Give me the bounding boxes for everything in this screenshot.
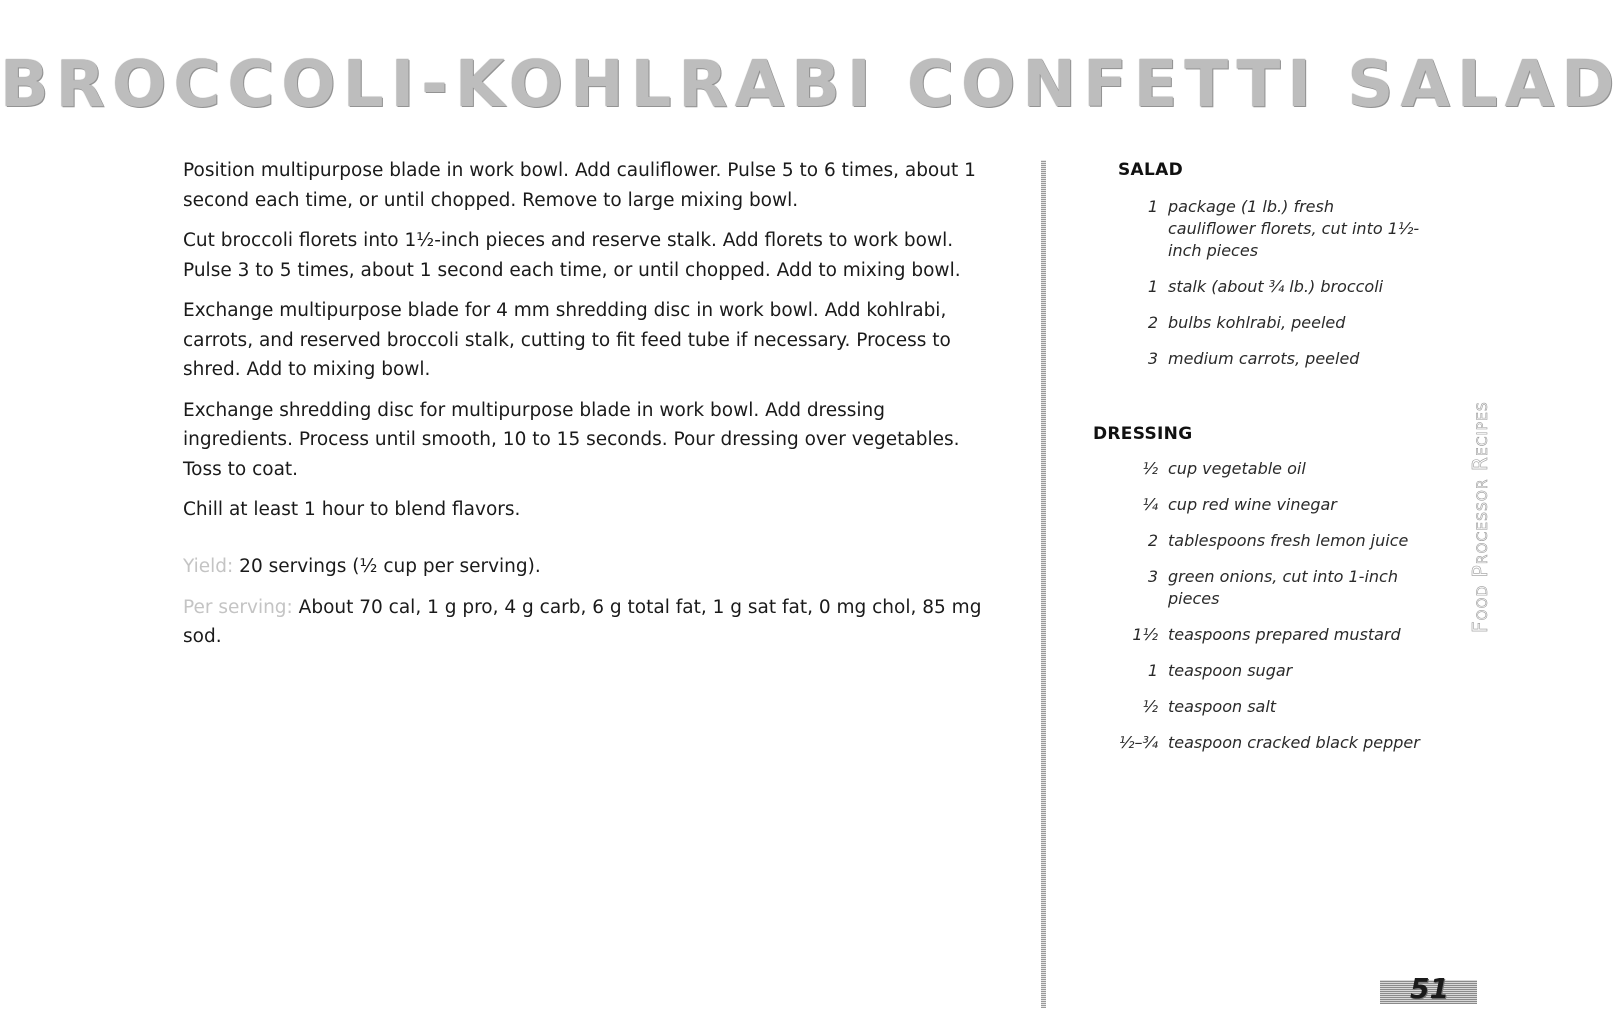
dressing-heading: DRESSING bbox=[1093, 424, 1193, 444]
recipe-title: BROCCOLI-KOHLRABI CONFETTI SALAD bbox=[0, 48, 1621, 122]
ingredient-row bbox=[1100, 312, 1420, 334]
ingredient-desc: teaspoon sugar bbox=[1168, 661, 1293, 680]
ingredient-row bbox=[1100, 458, 1420, 480]
salad-ingredients bbox=[1100, 196, 1420, 384]
ingredient-desc: tablespoons fresh lemon juice bbox=[1168, 531, 1409, 550]
ingredient-desc: cup vegetable oil bbox=[1168, 459, 1306, 478]
ingredient-desc: green onions, cut into 1-inch pieces bbox=[1168, 567, 1398, 608]
ingredient-desc: cup red wine vinegar bbox=[1168, 495, 1337, 514]
ingredient-row bbox=[1100, 494, 1420, 516]
direction-step-1: Position multipurpose blade in work bowl. Add cauliflower. Pulse 5 to 6 times, about 1 second each time, or until chopped. Remove to large mixing bowl. bbox=[183, 160, 976, 211]
page-number: 51 bbox=[1410, 972, 1449, 1005]
ingredient-desc: medium carrots, peeled bbox=[1168, 349, 1360, 368]
per-serving-line bbox=[183, 593, 983, 652]
ingredient-row bbox=[1100, 530, 1420, 552]
ingredient-qty: 2 bbox=[1147, 531, 1158, 550]
ingredient-row bbox=[1100, 196, 1420, 262]
ingredient-qty: 1 bbox=[1147, 661, 1158, 680]
ingredient-row bbox=[1100, 660, 1420, 682]
per-serving-label: Per serving: bbox=[183, 596, 293, 618]
section-side-label: Food Processor Recipes bbox=[1468, 401, 1492, 633]
ingredient-qty: ¼ bbox=[1142, 495, 1158, 514]
ingredient-desc: bulbs kohlrabi, peeled bbox=[1168, 313, 1346, 332]
ingredient-row bbox=[1100, 348, 1420, 370]
direction-step-4: Exchange shredding disc for multipurpose blade in work bowl. Add dressing ingredients. Process until smooth, 10 to 15 seconds. Pour dressing over vegetables. Toss to coat. bbox=[183, 399, 960, 480]
direction-step-2: Cut broccoli florets into 1½-inch pieces and reserve stalk. Add florets to work bowl. Pulse 3 to 5 times, about 1 second each time, or until chopped. Add to mixing bowl. bbox=[183, 230, 961, 281]
direction-step-5: Chill at least 1 hour to blend flavors. bbox=[183, 499, 521, 520]
ingredient-desc: teaspoon cracked black pepper bbox=[1168, 733, 1420, 752]
salad-heading: SALAD bbox=[1118, 160, 1184, 180]
directions bbox=[183, 156, 983, 536]
ingredient-qty: 1 bbox=[1147, 277, 1158, 296]
ingredient-qty: 3 bbox=[1147, 349, 1158, 368]
ingredient-row bbox=[1100, 732, 1420, 754]
ingredient-desc: teaspoons prepared mustard bbox=[1168, 625, 1401, 644]
ingredient-qty: 2 bbox=[1147, 313, 1158, 332]
ingredient-qty: ½–¾ bbox=[1118, 733, 1158, 752]
yield-text: 20 servings (½ cup per serving). bbox=[239, 556, 541, 577]
ingredient-desc: stalk (about ¾ lb.) broccoli bbox=[1168, 277, 1384, 296]
ingredient-desc: package (1 lb.) fresh cauliflower florets, cut into 1½-inch pieces bbox=[1168, 197, 1420, 260]
ingredient-row bbox=[1100, 696, 1420, 718]
ingredient-desc: teaspoon salt bbox=[1168, 697, 1277, 716]
ingredient-qty: ½ bbox=[1142, 459, 1158, 478]
per-serving-text: About 70 cal, 1 g pro, 4 g carb, 6 g total fat, 1 g sat fat, 0 mg chol, 85 mg sod. bbox=[183, 596, 982, 647]
ingredient-row bbox=[1100, 276, 1420, 298]
ingredient-qty: ½ bbox=[1142, 697, 1158, 716]
yield-line bbox=[183, 552, 983, 582]
column-divider bbox=[1041, 160, 1046, 1008]
ingredient-row bbox=[1100, 566, 1420, 610]
direction-step-3: Exchange multipurpose blade for 4 mm shredding disc in work bowl. Add kohlrabi, carrots, and reserved broccoli stalk, cutting to fit feed tube if necessary. Process to shred. Add to mixing bowl. bbox=[183, 300, 951, 380]
nutrition-info bbox=[183, 552, 983, 663]
dressing-ingredients bbox=[1100, 458, 1420, 768]
ingredient-qty: 1½ bbox=[1132, 625, 1158, 644]
ingredient-qty: 3 bbox=[1147, 567, 1158, 586]
yield-label: Yield: bbox=[183, 556, 234, 577]
ingredient-row bbox=[1100, 624, 1420, 646]
ingredient-qty: 1 bbox=[1147, 197, 1158, 216]
